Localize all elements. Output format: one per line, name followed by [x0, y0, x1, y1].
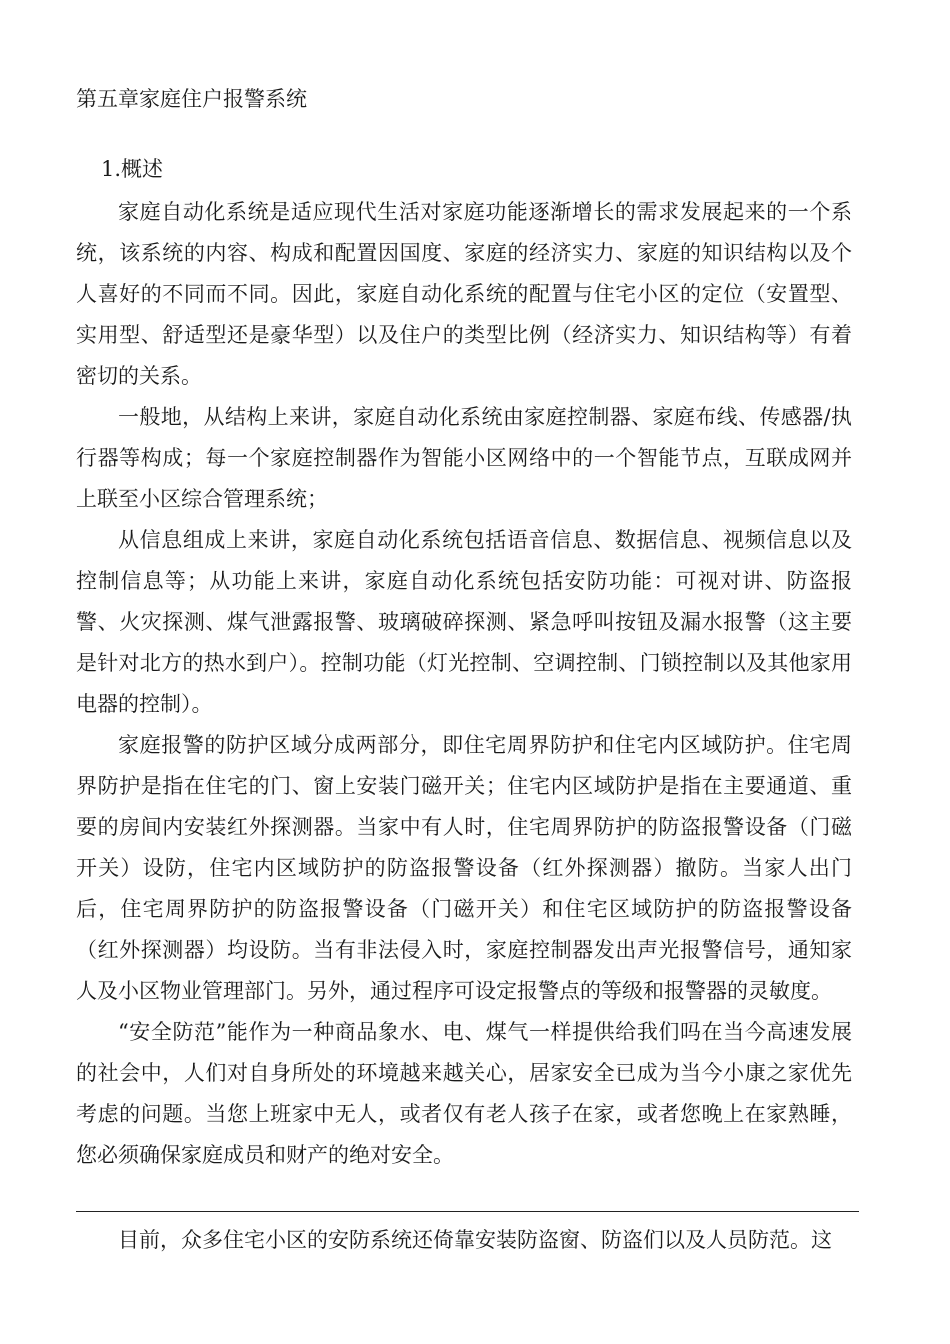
body-text: [76, 192, 852, 1176]
paragraph-information: 从信息组成上来讲，家庭自动化系统包括语音信息、数据信息、视频信息以及控制信息等；从功能上来讲，家庭自动化系统包括安防功能：可视对讲、防盗报警、火灾探测、煤气泄露报警、玻璃破碎探测、紧急呼叫按钮及漏水报警（这主要是针对北方的热水到户）。控制功能（灯光控制、空调控制、门锁控制以及其他家用电器的控制）。: [76, 528, 852, 716]
paragraph-structure: 一般地，从结构上来讲，家庭自动化系统由家庭控制器、家庭布线、传感器/执行器等构成；每一个家庭控制器作为智能小区网络中的一个智能节点，互联成网并上联至小区综合管理系统；: [76, 405, 852, 511]
paragraph-continued: 目前，众多住宅小区的安防系统还倚靠安装防盗窗、防盗们以及人员防范。这: [118, 1228, 832, 1252]
chapter-title: 第五章家庭住户报警系统: [76, 87, 307, 111]
page-divider: [76, 1211, 859, 1212]
paragraph-protection-zones: 家庭报警的防护区域分成两部分，即住宅周界防护和住宅内区域防护。住宅周界防护是指在住宅的门、窗上安装门磁开关；住宅内区域防护是指在主要通道、重要的房间内安装红外探测器。当家中有人时，住宅周界防护的防盗报警设备（门磁开关）设防，住宅内区域防护的防盗报警设备（红外探测器）撤防。当家人出门后，住宅周界防护的防盗报警设备（门磁开关）和住宅区域防护的防盗报警设备（红外探测器）均设防。当有非法侵入时，家庭控制器发出声光报警信号，通知家人及小区物业管理部门。另外，通过程序可设定报警点的等级和报警器的灵敏度。: [76, 733, 852, 1003]
continued-text: [76, 1220, 852, 1261]
paragraph-overview: 家庭自动化系统是适应现代生活对家庭功能逐渐增长的需求发展起来的一个系统，该系统的内容、构成和配置因国度、家庭的经济实力、家庭的知识结构以及个人喜好的不同而不同。因此，家庭自动化系统的配置与住宅小区的定位（安置型、实用型、舒适型还是豪华型）以及住户的类型比例（经济实力、知识结构等）有着密切的关系。: [76, 200, 852, 388]
paragraph-security: “安全防范”能作为一种商品象水、电、煤气一样提供给我们吗在当今高速发展的社会中，人们对自身所处的环境越来越关心，居家安全已成为当今小康之家优先考虑的问题。当您上班家中无人，或者仅有老人孩子在家，或者您晚上在家熟睡，您必须确保家庭成员和财产的绝对安全。: [76, 1020, 852, 1167]
section-heading: 1.概述: [101, 157, 164, 181]
